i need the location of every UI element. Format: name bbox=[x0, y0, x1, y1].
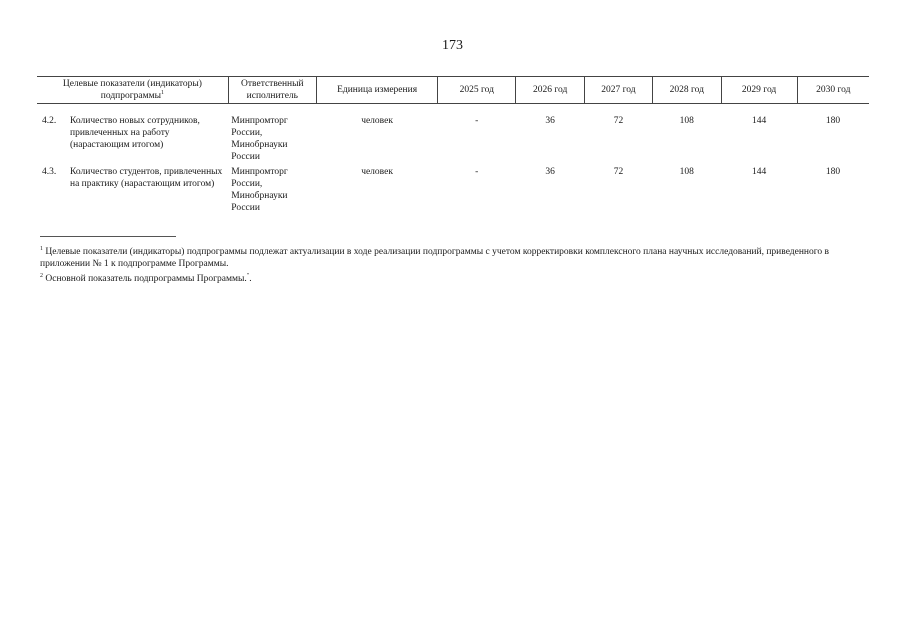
page-number: 173 bbox=[442, 38, 463, 53]
value-2028: 108 bbox=[679, 116, 694, 126]
indicators-table bbox=[37, 76, 869, 217]
header-indicator: Целевые показатели (индикаторы) подпрограммы$^1$ bbox=[37, 77, 228, 104]
value-2030: 180 bbox=[825, 116, 841, 126]
header-executor: Ответственный исполнитель bbox=[228, 77, 316, 104]
value-2027: 72 bbox=[613, 116, 624, 126]
indicator-code: 4.2. bbox=[42, 116, 57, 126]
executor-line: Минпромторг bbox=[231, 167, 288, 177]
value-2026: 36 bbox=[545, 116, 555, 126]
footnote-text: Основной показатель подпрограммы Программы. bbox=[45, 274, 247, 284]
executor-cell bbox=[228, 104, 316, 167]
footnote-divider bbox=[40, 236, 176, 237]
indicator-code: 4.3. bbox=[42, 167, 57, 177]
value-2025: - bbox=[475, 167, 479, 177]
table-row bbox=[37, 166, 869, 217]
executor-line: России bbox=[231, 203, 260, 213]
footnote-tail-mark: " bbox=[246, 272, 250, 279]
value-2027: 72 bbox=[613, 167, 624, 177]
value-2025: - bbox=[475, 116, 479, 126]
unit-cell: человек bbox=[361, 116, 393, 126]
table-header-row bbox=[37, 77, 869, 104]
value-2026: 36 bbox=[545, 167, 555, 177]
footnotes bbox=[40, 246, 870, 288]
footnote-mark: 2 bbox=[40, 272, 43, 279]
indicator-cell bbox=[37, 166, 228, 217]
footnote-mark: 1 bbox=[40, 245, 43, 252]
executor-cell bbox=[228, 166, 316, 217]
value-2030: 180 bbox=[825, 167, 841, 177]
footnote-tail: . bbox=[249, 274, 252, 284]
unit-cell: человек bbox=[361, 167, 393, 177]
footnote-1 bbox=[40, 246, 870, 270]
value-2029: 144 bbox=[751, 167, 767, 177]
executor-line: России, bbox=[231, 179, 263, 189]
executor-line: Минпромторг bbox=[231, 116, 288, 126]
value-2028: 108 bbox=[679, 167, 694, 177]
header-year-2026: 2026 год bbox=[516, 77, 585, 104]
footnote-2 bbox=[40, 273, 870, 285]
header-year-2030: 2030 год bbox=[797, 77, 869, 104]
executor-line: России, bbox=[231, 128, 263, 138]
header-year-2027: 2027 год bbox=[585, 77, 653, 104]
header-year-2029: 2029 год bbox=[721, 77, 797, 104]
executor-line: Минобрнауки bbox=[231, 140, 288, 150]
header-unit: Единица измерения bbox=[316, 77, 437, 104]
footnote-ref-1: 1 bbox=[161, 89, 165, 96]
executor-line: Минобрнауки bbox=[231, 191, 288, 201]
indicator-cell bbox=[37, 104, 228, 167]
indicator-name: Количество студентов, привлеченных на практику (нарастающим итогом) bbox=[70, 167, 223, 189]
header-year-2025: 2025 год bbox=[438, 77, 516, 104]
header-year-2028: 2028 год bbox=[652, 77, 721, 104]
value-2029: 144 bbox=[751, 116, 767, 126]
executor-line: России bbox=[231, 152, 260, 162]
table-row bbox=[37, 104, 869, 167]
indicator-name: Количество новых сотрудников, привлеченных на работу (нарастающим итогом) bbox=[70, 116, 200, 150]
footnote-text: Целевые показатели (индикаторы) подпрограммы подлежат актуализации в ходе реализации подпрограммы с учетом корректировки комплексного плана научных исследований, приведенного в приложении № 1 к подпрограмме Программы. bbox=[40, 247, 830, 269]
